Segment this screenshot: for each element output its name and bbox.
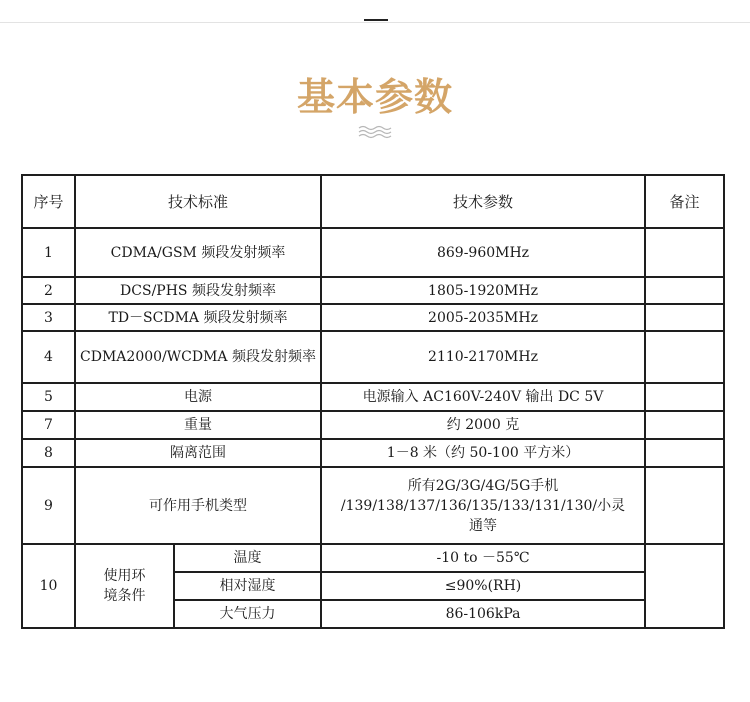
row-standard: CDMA/GSM 频段发射频率 <box>75 228 321 277</box>
table-row <box>22 467 724 544</box>
top-divider <box>0 22 750 23</box>
row-standard: 可作用手机类型 <box>75 467 321 544</box>
row-param-multiline <box>321 467 645 544</box>
env-item-value: 86-106kPa <box>321 600 645 628</box>
header-standard: 技术标准 <box>75 175 321 228</box>
table-row <box>22 228 724 277</box>
table-row <box>22 439 724 467</box>
env-item-value: -10 to －55℃ <box>321 544 645 572</box>
page-title: 基本参数 <box>296 75 453 119</box>
row-param: 1－8 米（约 50-100 平方米） <box>321 439 645 467</box>
row-index: 4 <box>22 331 75 383</box>
header-note: 备注 <box>645 175 724 228</box>
table-row <box>22 411 724 439</box>
row-note <box>645 439 724 467</box>
row-param: 2110-2170MHz <box>321 331 645 383</box>
row-index: 2 <box>22 277 75 304</box>
param-line: 通等 <box>469 517 498 534</box>
row-standard: CDMA2000/WCDMA 频段发射频率 <box>75 331 321 383</box>
table-row <box>22 304 724 331</box>
table-row <box>22 331 724 383</box>
env-item-name: 温度 <box>174 544 321 572</box>
row-param: 电源输入 AC160V-240V 输出 DC 5V <box>321 383 645 411</box>
env-row-temperature <box>22 544 724 572</box>
table-header-row <box>22 175 724 228</box>
row-note <box>645 304 724 331</box>
env-group-line: 境条件 <box>103 588 146 604</box>
row-index: 1 <box>22 228 75 277</box>
wave-icon <box>358 125 392 139</box>
row-param: 869-960MHz <box>321 228 645 277</box>
env-item-name: 相对湿度 <box>174 572 321 600</box>
env-index: 10 <box>22 544 75 628</box>
env-group-label <box>75 544 174 628</box>
env-note <box>645 544 724 628</box>
row-index: 5 <box>22 383 75 411</box>
row-note <box>645 277 724 304</box>
env-item-value: ≤90%(RH) <box>321 572 645 600</box>
header-param: 技术参数 <box>321 175 645 228</box>
row-standard: DCS/PHS 频段发射频率 <box>75 277 321 304</box>
top-indicator <box>364 19 388 21</box>
table-row <box>22 277 724 304</box>
row-note <box>645 467 724 544</box>
row-standard: 电源 <box>75 383 321 411</box>
header-index: 序号 <box>22 175 75 228</box>
row-param: 1805-1920MHz <box>321 277 645 304</box>
row-index: 8 <box>22 439 75 467</box>
row-param: 约 2000 克 <box>321 411 645 439</box>
row-standard: TD－SCDMA 频段发射频率 <box>75 304 321 331</box>
row-note <box>645 228 724 277</box>
row-note <box>645 383 724 411</box>
row-note <box>645 411 724 439</box>
row-index: 3 <box>22 304 75 331</box>
row-standard: 重量 <box>75 411 321 439</box>
table-row <box>22 383 724 411</box>
row-standard: 隔离范围 <box>75 439 321 467</box>
param-line: /139/138/137/136/135/133/131/130/小灵 <box>340 497 626 514</box>
env-item-name: 大气压力 <box>174 600 321 628</box>
env-group-line: 使用环 <box>103 568 146 584</box>
row-index: 9 <box>22 467 75 544</box>
param-line: 所有2G/3G/4G/5G手机 <box>407 477 559 494</box>
row-param: 2005-2035MHz <box>321 304 645 331</box>
spec-table <box>21 174 725 629</box>
row-index: 7 <box>22 411 75 439</box>
row-note <box>645 331 724 383</box>
